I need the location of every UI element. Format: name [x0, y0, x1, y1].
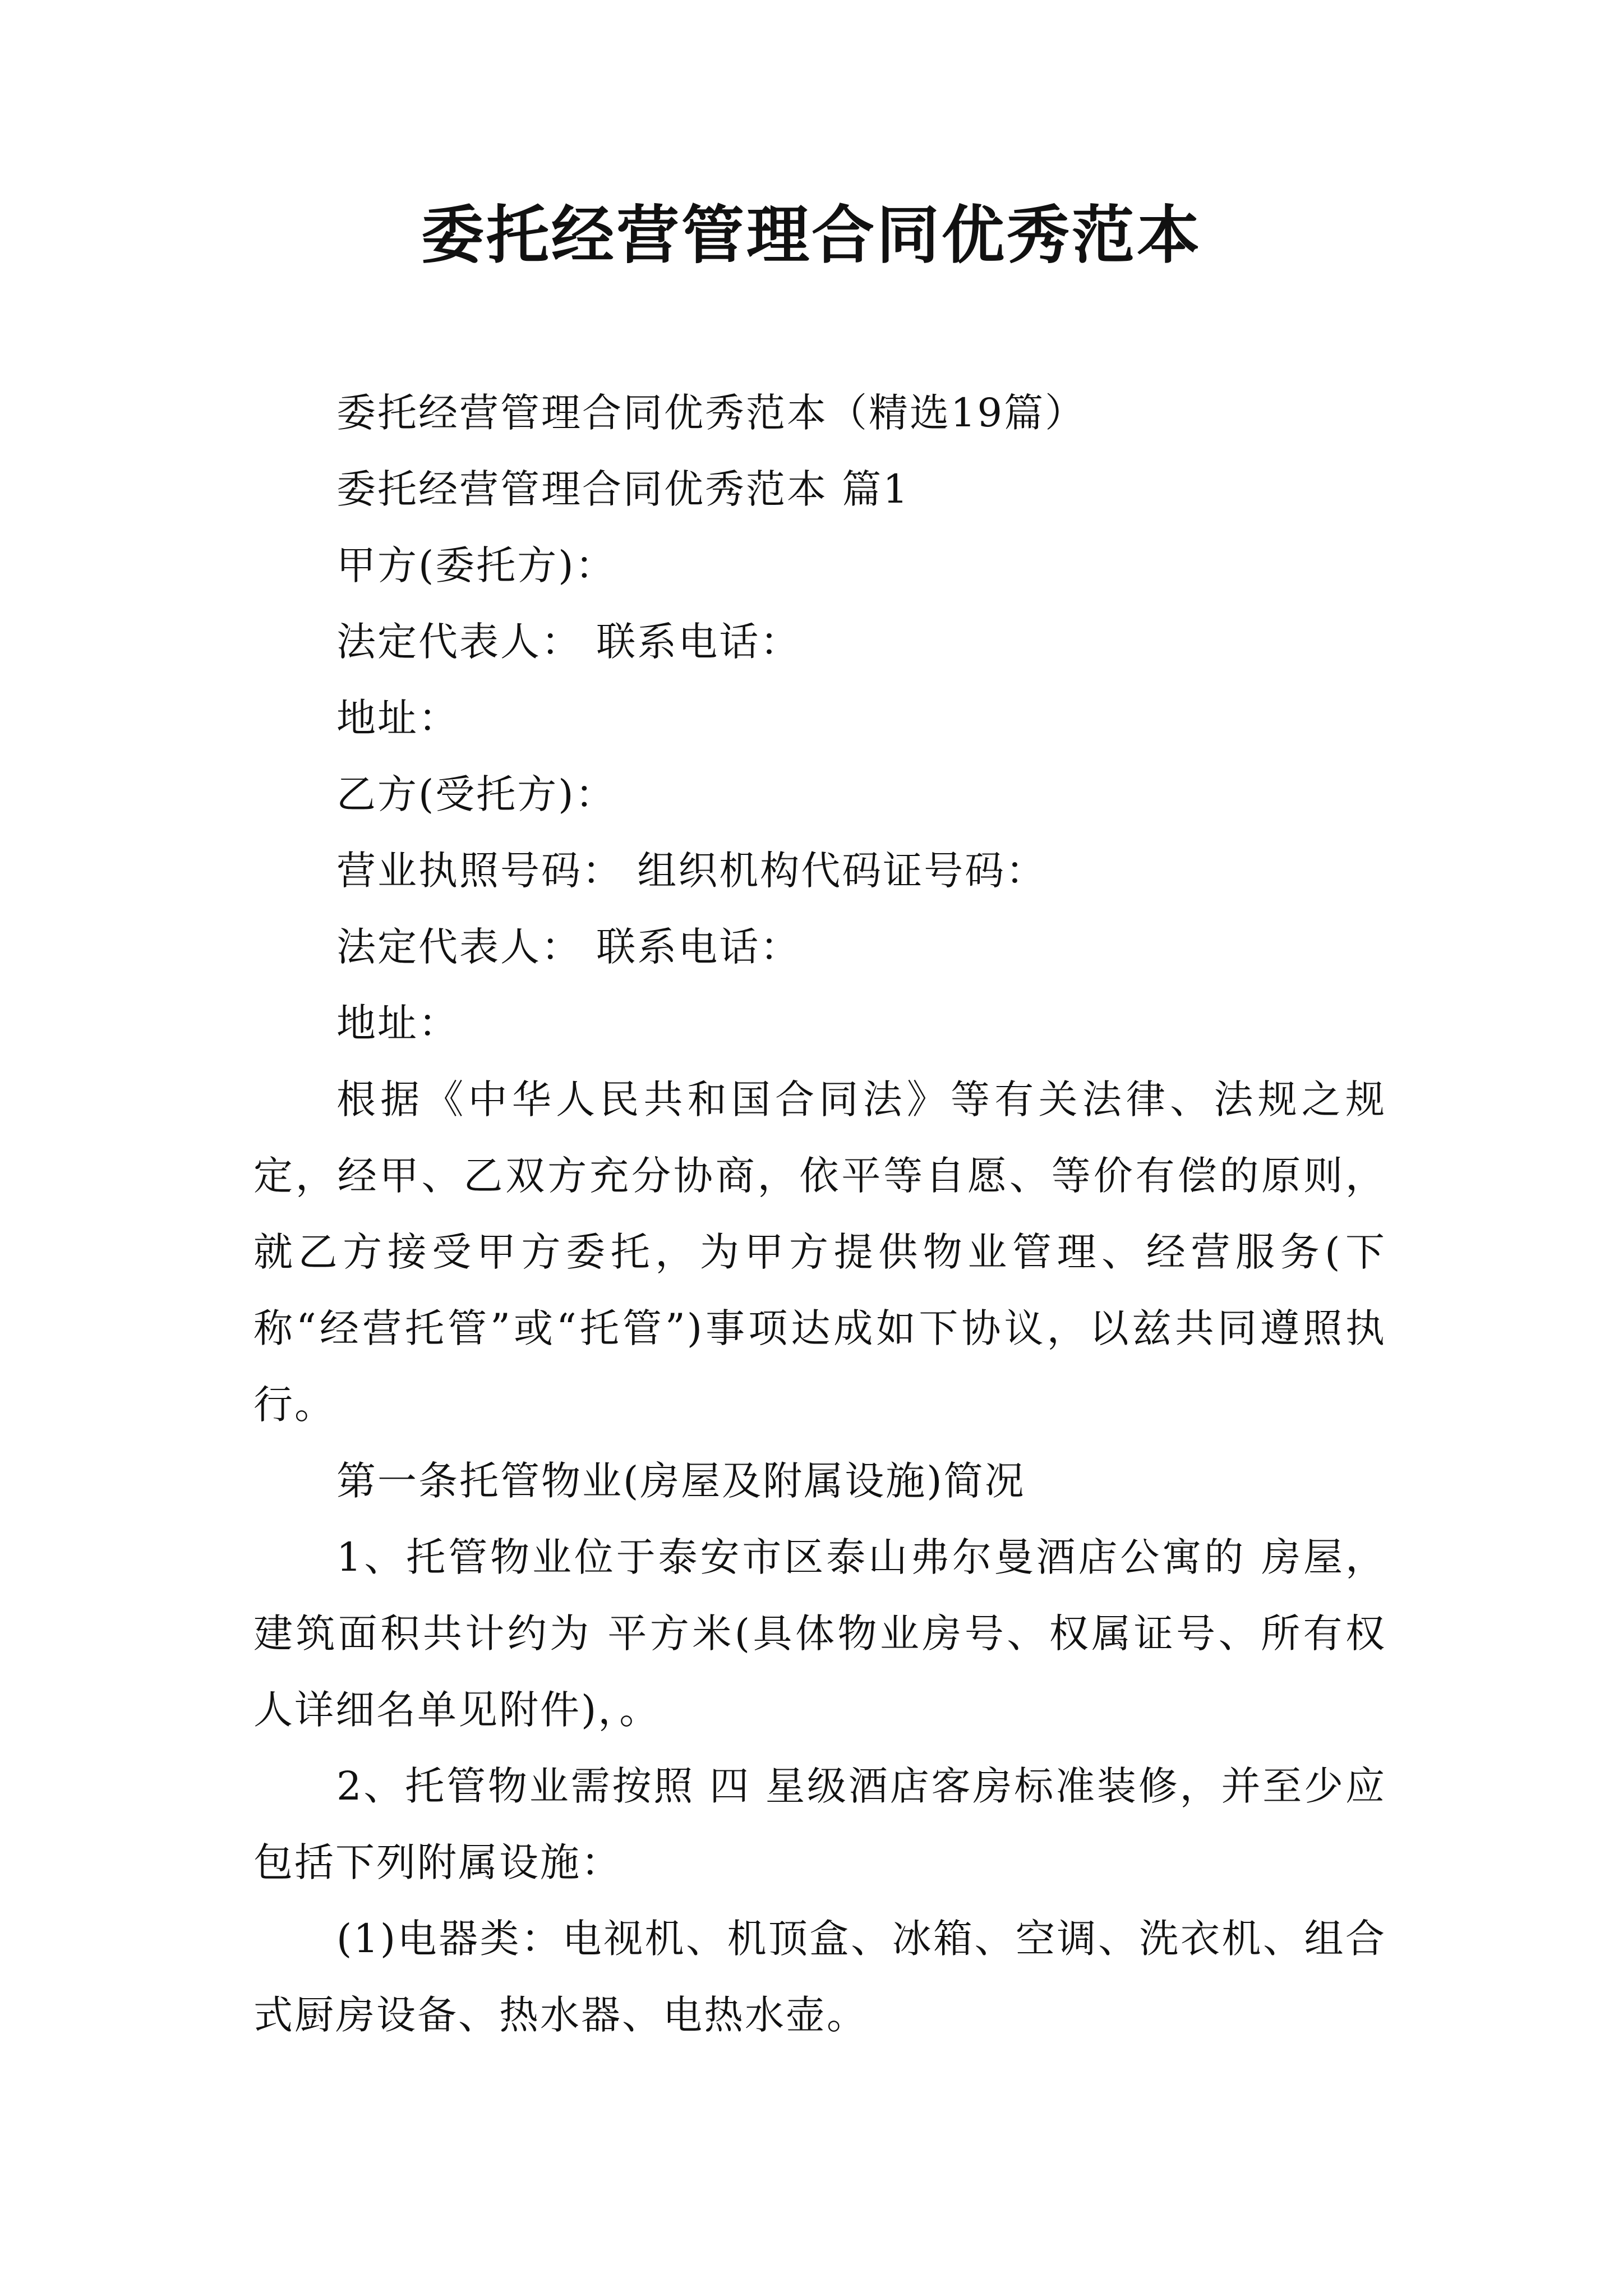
paragraph-party-b-license: 营业执照号码： 组织机构代码证号码： [336, 848, 1047, 894]
paragraph-party-b-representative: 法定代表人： 联系电话： [336, 924, 801, 970]
document-body [253, 375, 1386, 2053]
paragraph-preamble: 根据《中华人民共和国合同法》等有关法律、法规之规定，经甲、乙双方充分协商，依平等自愿、等价有偿的原则，就乙方接受甲方委托，为甲方提供物业管理、经营服务(下称“经营托管”或“托管”)事项达成如下协议，以兹共同遵照执行。 [253, 1076, 1386, 1428]
paragraph-party-a: 甲方(委托方)： [336, 542, 616, 588]
paragraph-article-1-item-2: 2、托管物业需按照 四 星级酒店客房标准装修，并至少应包括下列附属设施： [253, 1763, 1386, 1885]
paragraph-section-heading: 委托经营管理合同优秀范本 篇1 [336, 466, 910, 512]
paragraph-subtitle: 委托经营管理合同优秀范本（精选19篇） [336, 390, 1086, 436]
document-title: 委托经营管理合同优秀范本 [421, 199, 1202, 272]
paragraph-party-b-address: 地址： [336, 1000, 459, 1046]
paragraph-party-a-address: 地址： [336, 695, 459, 741]
paragraph-article-1-heading: 第一条托管物业(房屋及附属设施)简况 [336, 1458, 1026, 1504]
paragraph-party-a-representative: 法定代表人： 联系电话： [336, 619, 801, 665]
paragraph-article-1-item-2-sub-1: (1)电器类：电视机、机顶盒、冰箱、空调、洗衣机、组合式厨房设备、热水器、电热水壶。 [253, 1916, 1386, 2038]
paragraph-party-b: 乙方(受托方)： [336, 771, 616, 817]
paragraph-article-1-item-1: 1、托管物业位于泰安市区泰山弗尔曼酒店公寓的 房屋，建筑面积共计约为 平方米(具体物业房号、权属证号、所有权人详细名单见附件)，。 [253, 1534, 1386, 1733]
